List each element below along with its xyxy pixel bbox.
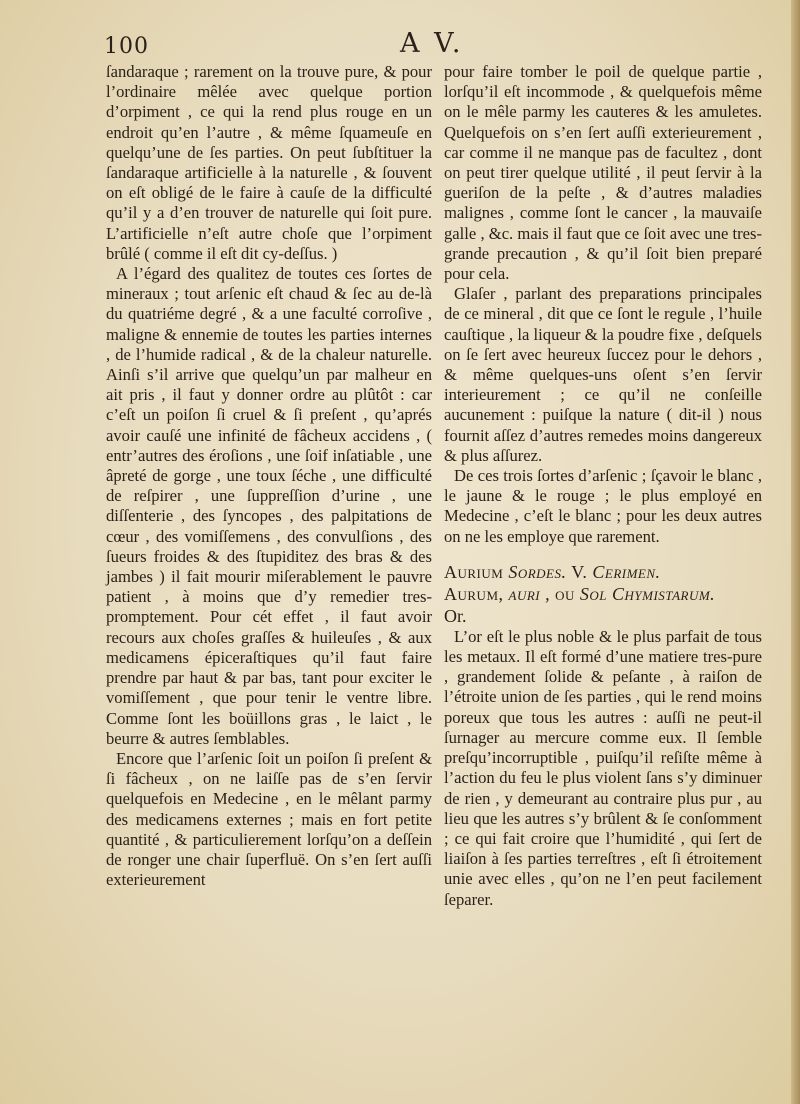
entry-headword: Aurium <box>444 561 504 582</box>
left-column <box>106 62 432 890</box>
entry-genitive: auri , <box>508 583 551 604</box>
right-column <box>444 62 762 910</box>
paragraph: Glaſer , parlant des preparations principales de ce mineral , dit que ce ſont le regule , l’huile cauſtique , la liqueur & la poudre fixe , deſquels on ſe ſert avec heureux ſuccez pour le dehors , & même quelques-uns oſent s’en ſervir interieurement ; ce qu’il ne conſeille aucunement : puiſque la nature ( dit-il ) nous fournit aſſez d’autres remedes moins dangereux & plus aſſurez. <box>444 284 762 465</box>
dictionary-entry-aurum <box>444 583 762 605</box>
page-number: 100 <box>104 34 149 59</box>
entry-see: V. <box>571 561 588 582</box>
entry-translation: Or. <box>444 605 467 626</box>
paragraph: A l’égard des qualitez de toutes ces ſortes de mineraux ; tout arſenic eſt chaud & ſec au de-là du quatriéme degré , & a une faculté corroſive , maligne & ennemie de toutes les parties internes , de l’humide radical , & de la chaleur naturelle. Ainſi s’il arrive que quelqu’un par malheur en ait pris , il faut y donner ordre au plûtôt : car c’eſt un poiſon ſi cruel & ſi preſent , qu’aprés avoir cauſé une infinité de fâcheux accidens , ( entr’autres des éroſions , une ſoif inſatiable , une âpreté de gorge , une toux ſéche , une difficulté de reſpirer , une ſuppreſſion d’urine , une diſſenterie , des ſyncopes , des palpitations de cœur , des vomiſſemens , des convulſions , des ſueurs froides & des ſtupiditez des bras & des jambes ) il fait mourir miſerablement le pauvre patient , à moins que d’y remedier tres-promptement. Pour cét effet , il faut avoir recours aux choſes graſſes & huileuſes , & aux medicamens épiceraſtiques qu’il faut faire prendre par haut & par bas, tant pour exciter le vomiſſement , que pour tenir le ventre libre. Comme ſont les boüillons gras , le laict , le beurre & autres ſemblables. <box>106 264 432 748</box>
entry-see-target: Cerimen. <box>592 561 661 582</box>
page-header <box>0 28 800 60</box>
paragraph: ſandaraque ; rarement on la trouve pure, & pour l’ordinaire mêlée avec quelque portion d’orpiment , ce qui la rend plus rouge en un endroit qu’en l’autre , & même ſquameuſe en quelqu’une de ſes parties. On peut ſubſtituer la ſandaraque artificielle à la naturelle , & ſouvent on eſt obligé de le faire à cauſe de la difficulté qu’il y a d’en trouver de naturelle qui ſoit pure. L’artificielle n’eſt autre choſe que l’orpiment brûlé ( comme il eſt dit cy-deſſus. ) <box>106 62 432 263</box>
paragraph: L’or eſt le plus noble & le plus parfait de tous les metaux. Il eſt formé d’une matiere tres-pure , grandement ſolide & peſante , à raiſon de l’étroite union de ſes parties , qui le rend moins poreux que tous les autres : auſſi ne peut-il ſurnager au mercure comme eux. Il ſemble preſqu’incorruptible , puiſqu’il reſiſte même à l’action du feu le plus violent ſans s’y diminuer de rien , y demeurant au contraire plus pur , au lieu que les autres s’y brûlent & ſe conſomment ; ce qui fait croire que l’humidité , qui ſert de liaiſon à ſes parties terreſtres , eſt ſi étroitement unie avec elles , qu’on ne l’en peut facilement ſeparer. <box>444 626 762 909</box>
page-edge <box>791 0 800 1104</box>
paragraph: pour faire tomber le poil de quelque partie , lorſqu’il eſt incommode , & quelquefois même on le mêle parmy les cauteres & les amuletes. Quelquefois on s’en ſert auſſi exterieurement , car comme il ne manque pas de facultez , dont on peut tirer quelque utilité , il peut ſervir à la gueriſon de la peſte , & d’autres maladies malignes , comme ſont le cancer , la mauvaiſe galle , &c. mais il faut que ce ſoit avec une tres-grande precaution , & qu’il ſoit bien preparé pour cela. <box>444 62 762 284</box>
paragraph: Encore que l’arſenic ſoit un poiſon ſi preſent & ſi fâcheux , on ne laiſſe pas de s’en ſervir quelquefois en Medecine , en le mêlant parmy des medicamens externes ; mais en fort petite quantité , & particulierement lorſqu’on a deſſein de ronger une chair ſuperfluë. On s’en ſert auſſi exterieurement <box>106 748 432 890</box>
entry-headword: Aurum, <box>444 583 504 604</box>
entry-conjunction: ou <box>555 583 575 604</box>
entry-qualifier: Sordes. <box>508 561 567 582</box>
dictionary-entry-aurium <box>444 561 762 583</box>
entry-alias: Sol Chymiſtarum. <box>579 583 716 604</box>
paragraph: De ces trois ſortes d’arſenic ; ſçavoir le blanc , le jaune & le rouge ; le plus employé en Medecine , c’eſt le blanc ; pour les deux autres on ne les employe que rarement. <box>444 466 762 546</box>
running-head: A V. <box>400 28 464 59</box>
